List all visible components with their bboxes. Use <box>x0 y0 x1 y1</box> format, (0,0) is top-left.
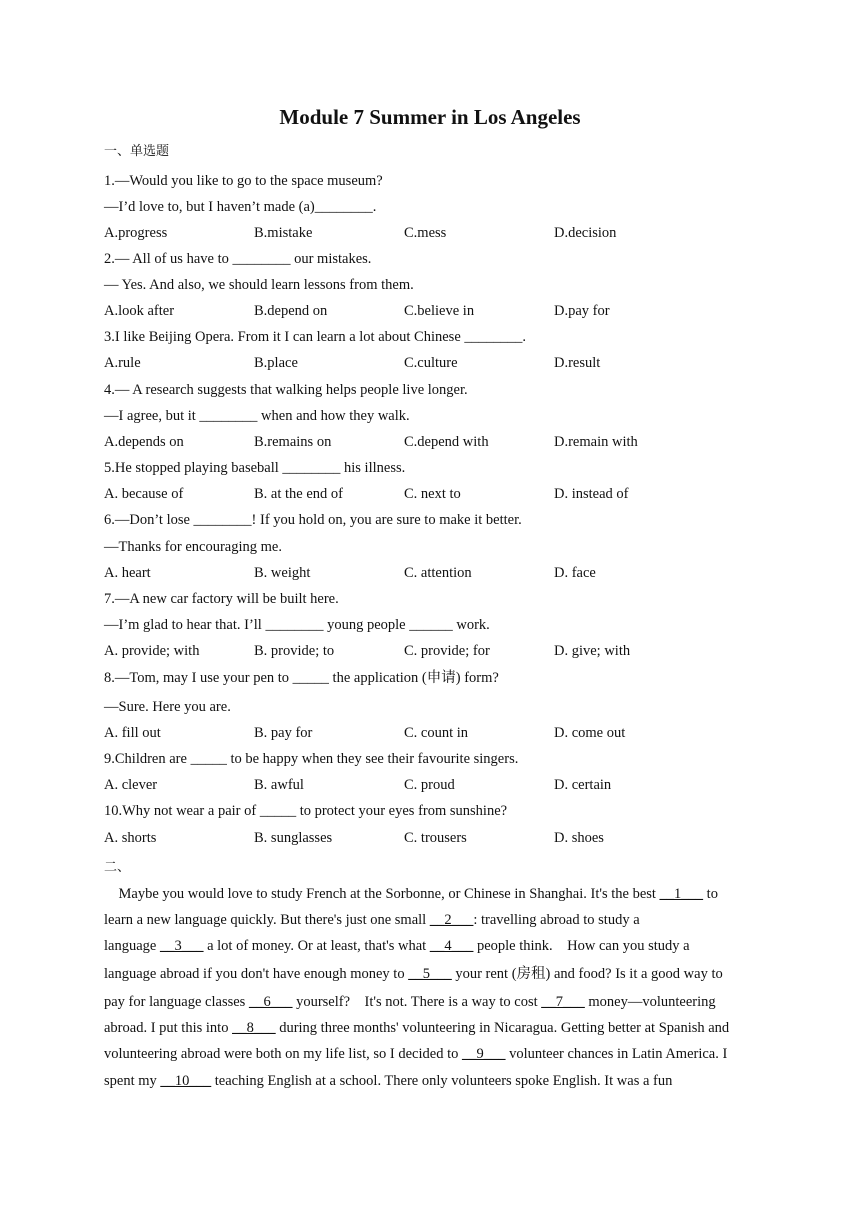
blank-number: __8___ <box>232 1020 276 1036</box>
option-c[interactable]: C. attention <box>404 565 472 581</box>
question-6-line: 6.—Don’t lose ________! If you hold on, you are sure to make it better. <box>104 512 522 528</box>
question-2-line: — Yes. And also, we should learn lessons from them. <box>104 277 414 293</box>
option-d[interactable]: D. certain <box>554 777 612 793</box>
option-d[interactable]: D. give; with <box>554 643 631 659</box>
option-b[interactable]: B. awful <box>254 777 304 793</box>
passage-text: Maybe you would love to study French at the Sorbonne, or Chinese in Shanghai. It's the best <box>104 886 660 902</box>
passage-text: a lot of money. Or at least, that's what <box>203 938 430 954</box>
option-c[interactable]: C. trousers <box>404 830 467 846</box>
question-5-options <box>104 485 804 503</box>
question-4-line: —I agree, but it ________ when and how they walk. <box>104 408 410 424</box>
question-1-options <box>104 224 804 242</box>
blank-number: __1___ <box>659 886 704 902</box>
option-c[interactable]: C. count in <box>404 725 469 741</box>
passage-text: yourself? It's not. There is a way to cost <box>292 994 542 1010</box>
option-c[interactable]: C. provide; for <box>404 643 490 659</box>
passage-text: pay for language classes <box>104 994 249 1010</box>
passage-text: language <box>104 938 160 954</box>
question-8-line: 8.—Tom, may I use your pen to _____ the application (申请) form? <box>104 670 499 686</box>
passage-text: teaching English at a school. There only volunteers spoke English. It was a fun <box>211 1073 673 1089</box>
blank-number: __5___ <box>408 966 452 982</box>
option-b[interactable]: B. at the end of <box>254 486 343 502</box>
option-a[interactable]: A. because of <box>104 486 184 502</box>
option-d[interactable]: D.remain with <box>554 434 638 450</box>
question-5-line: 5.He stopped playing baseball ________ his illness. <box>104 460 406 476</box>
passage-text: money—volunteering <box>584 994 716 1010</box>
passage-line <box>104 1045 727 1063</box>
option-c[interactable]: C.depend with <box>404 434 489 450</box>
passage-line <box>104 1072 672 1090</box>
passage-text: : travelling abroad to study a <box>473 912 640 928</box>
page-title: Module 7 Summer in Los Angeles <box>279 105 581 129</box>
question-3-line: 3.I like Beijing Opera. From it I can learn a lot about Chinese ________. <box>104 329 527 345</box>
option-b[interactable]: B. sunglasses <box>254 830 333 846</box>
passage-text: spent my <box>104 1073 161 1089</box>
question-7-line: —I’m glad to hear that. I’ll ________ young people ______ work. <box>104 617 490 633</box>
option-d[interactable]: D.decision <box>554 225 617 241</box>
blank-number: __4___ <box>429 938 474 954</box>
option-b[interactable]: B. provide; to <box>254 643 335 659</box>
question-9-line: 9.Children are _____ to be happy when they see their favourite singers. <box>104 751 519 767</box>
question-2-line: 2.— All of us have to ________ our mistakes. <box>104 251 372 267</box>
option-b[interactable]: B.place <box>254 355 298 371</box>
blank-number: __6___ <box>248 994 293 1010</box>
option-a[interactable]: A. clever <box>104 777 158 793</box>
option-d[interactable]: D. shoes <box>554 830 604 846</box>
question-7-line: 7.—A new car factory will be built here. <box>104 591 339 607</box>
blank-number: __2___ <box>429 912 474 928</box>
passage-text: abroad. I put this into <box>104 1020 233 1036</box>
question-6-line: —Thanks for encouraging me. <box>104 539 282 555</box>
option-d[interactable]: D. come out <box>554 725 626 741</box>
option-d[interactable]: D. instead of <box>554 486 629 502</box>
section-heading-two: 二、 <box>104 860 131 875</box>
question-8-line: —Sure. Here you are. <box>104 699 231 715</box>
blank-number: __3___ <box>159 938 204 954</box>
passage-text: volunteering abroad were both on my life list, so I decided to <box>104 1046 462 1062</box>
blank-number: __7___ <box>541 994 585 1010</box>
passage-line <box>104 1019 729 1037</box>
question-10-options <box>104 829 804 847</box>
option-b[interactable]: B.depend on <box>254 303 328 319</box>
option-b[interactable]: B.mistake <box>254 225 313 241</box>
option-c[interactable]: C.culture <box>404 355 458 371</box>
option-a[interactable]: A. fill out <box>104 725 161 741</box>
question-8-options <box>104 724 804 742</box>
passage-text: to <box>703 886 718 902</box>
section-heading-multiple-choice: 一、单选题 <box>104 144 170 159</box>
passage-text: language abroad if you don't have enough money to <box>104 966 409 982</box>
question-3-options <box>104 354 804 372</box>
question-1-line: —I’d love to, but I haven’t made (a)________. <box>104 199 377 215</box>
option-a[interactable]: A.rule <box>104 355 141 371</box>
passage-line <box>104 885 718 903</box>
option-c[interactable]: C. proud <box>404 777 455 793</box>
question-2-options <box>104 302 804 320</box>
question-1-line: 1.—Would you like to go to the space museum? <box>104 173 383 189</box>
option-c[interactable]: C. next to <box>404 486 461 502</box>
option-b[interactable]: B. weight <box>254 565 311 581</box>
question-4-line: 4.— A research suggests that walking helps people live longer. <box>104 382 468 398</box>
blank-number: __9___ <box>461 1046 506 1062</box>
passage-text: learn a new language quickly. But there's just one small <box>104 912 430 928</box>
option-c[interactable]: C.mess <box>404 225 447 241</box>
option-a[interactable]: A. heart <box>104 565 151 581</box>
option-d[interactable]: D.result <box>554 355 601 371</box>
blank-number: __10___ <box>160 1073 212 1089</box>
option-a[interactable]: A. provide; with <box>104 643 200 659</box>
passage-line <box>104 911 640 929</box>
option-a[interactable]: A.progress <box>104 225 168 241</box>
option-d[interactable]: D.pay for <box>554 303 610 319</box>
question-4-options <box>104 433 804 451</box>
question-7-options <box>104 642 804 660</box>
option-a[interactable]: A.depends on <box>104 434 184 450</box>
question-6-options <box>104 564 804 582</box>
option-c[interactable]: C.believe in <box>404 303 475 319</box>
option-a[interactable]: A.look after <box>104 303 175 319</box>
option-d[interactable]: D. face <box>554 565 596 581</box>
option-b[interactable]: B.remains on <box>254 434 332 450</box>
passage-text: during three months' volunteering in Nicaragua. Getting better at Spanish and <box>275 1020 730 1036</box>
passage-text: people think. How can you study a <box>473 938 690 954</box>
option-a[interactable]: A. shorts <box>104 830 157 846</box>
option-b[interactable]: B. pay for <box>254 725 313 741</box>
passage-text: your rent (房租) and food? Is it a good way to <box>451 966 723 982</box>
passage-line <box>104 965 723 983</box>
passage-text: volunteer chances in Latin America. I <box>505 1046 728 1062</box>
passage-line <box>104 993 716 1011</box>
question-9-options <box>104 776 804 794</box>
question-10-line: 10.Why not wear a pair of _____ to protect your eyes from sunshine? <box>104 803 508 819</box>
passage-line <box>104 937 690 955</box>
